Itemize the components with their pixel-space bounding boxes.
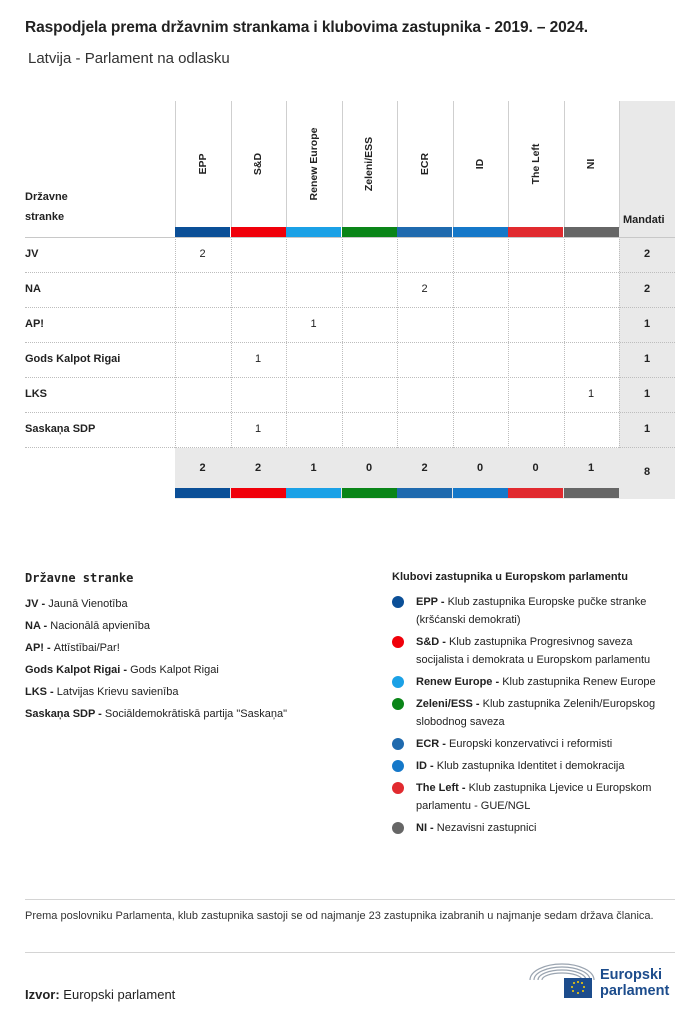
row-header — [25, 187, 68, 227]
group-color-dot-icon — [392, 738, 404, 750]
row-divider — [25, 447, 675, 448]
group-abbr: Zeleni/ESS — [416, 698, 473, 710]
separator: - — [458, 782, 469, 794]
separator: - — [439, 738, 450, 750]
group-abbr: Renew Europe — [416, 676, 493, 688]
party-legend-item — [25, 703, 365, 725]
party-abbr: LKS — [25, 686, 47, 698]
group-legend-item — [392, 735, 682, 753]
party-legend-item — [25, 681, 365, 703]
group-abbr: EPP — [416, 596, 438, 608]
group-legend-item — [392, 673, 682, 691]
row-party-label: Gods Kalpot Rigai — [25, 353, 121, 365]
group-header-label: ID — [474, 158, 486, 170]
row-mandati: 1 — [643, 353, 651, 365]
table-cell: 1 — [587, 388, 595, 400]
separator: - — [38, 598, 49, 610]
group-color-bar — [397, 227, 452, 237]
party-legend — [25, 571, 365, 725]
separator: - — [43, 642, 54, 654]
group-header-epp — [175, 109, 230, 219]
row-party-label: Saskaņa SDP — [25, 423, 96, 435]
separator: - — [120, 664, 131, 676]
group-name: Nezavisni zastupnici — [436, 822, 537, 834]
source-value: Europski parlament — [63, 987, 176, 1002]
group-header-ecr — [397, 109, 452, 219]
group-name: Klub zastupnika Ljevice u Europskom parlamentu - GUE/NGL — [416, 782, 652, 812]
grand-total: 8 — [643, 466, 651, 478]
group-color-dot-icon — [392, 698, 404, 710]
separator: - — [47, 686, 57, 698]
chart-title: Raspodjela prema državnim strankama i klubovima zastupnika - 2019. – 2024. — [25, 19, 588, 36]
chart-subtitle: Latvija - Parlament na odlasku — [28, 50, 230, 67]
row-header-line2: stranke — [25, 211, 65, 223]
row-mandati: 2 — [643, 248, 651, 260]
party-name: Latvijas Krievu savienība — [56, 686, 179, 698]
column-divider — [619, 101, 620, 228]
group-color-dot-icon — [392, 822, 404, 834]
separator: - — [492, 676, 503, 688]
row-divider — [25, 412, 675, 413]
group-color-dot-icon — [392, 636, 404, 648]
group-abbr: The Left — [416, 782, 459, 794]
table-cell: 1 — [254, 353, 262, 365]
separator: - — [472, 698, 483, 710]
group-color-dot-icon — [392, 782, 404, 794]
party-legend-item — [25, 637, 365, 659]
group-color-dot-icon — [392, 596, 404, 608]
party-legend-heading: Državne stranke — [25, 571, 134, 585]
row-divider — [25, 342, 675, 343]
group-abbr: ID — [416, 760, 427, 772]
divider — [25, 952, 675, 953]
row-party-label: AP! — [25, 318, 44, 330]
seat-distribution-table — [25, 101, 675, 499]
group-name: Klub zastupnika Europske pučke stranke (kršćanski demokrati) — [416, 596, 647, 626]
group-legend-item — [392, 779, 682, 815]
group-color-bar — [508, 227, 563, 237]
group-legend-item — [392, 695, 682, 731]
party-name: Nacionālā apvienība — [50, 620, 150, 632]
separator: - — [427, 822, 437, 834]
row-divider — [25, 377, 675, 378]
group-legend — [392, 571, 682, 841]
party-abbr: JV — [25, 598, 39, 610]
group-name: Klub zastupnika Progresivnog saveza socijalista i demokrata u Europskom parlamentu — [416, 636, 651, 666]
row-mandati: 1 — [643, 388, 651, 400]
header-rule — [25, 237, 675, 238]
mandati-column-background — [619, 101, 675, 499]
group-name: Europski konzervativci i reformisti — [449, 738, 613, 750]
row-header-line1: Državne — [25, 191, 68, 203]
table-cell: 2 — [199, 248, 206, 260]
row-divider — [25, 307, 675, 308]
separator: - — [40, 620, 51, 632]
column-total: 2 — [254, 462, 262, 474]
group-legend-item — [392, 757, 682, 775]
group-header-label: Renew Europe — [307, 127, 320, 201]
logo-wordmark — [600, 967, 669, 999]
column-total: 0 — [476, 462, 484, 474]
group-color-bar — [286, 488, 341, 498]
group-abbr: NI — [416, 822, 427, 834]
column-total: 1 — [310, 462, 317, 474]
group-color-bar — [453, 488, 508, 498]
group-color-bar — [286, 227, 341, 237]
group-color-bar — [453, 227, 508, 237]
group-header-renew-europe — [286, 109, 341, 219]
group-color-dot-icon — [392, 760, 404, 772]
row-mandati: 1 — [643, 423, 651, 435]
mandati-header: Mandati — [623, 214, 665, 226]
party-abbr: Saskaņa SDP — [25, 708, 96, 720]
group-color-bar — [564, 227, 619, 237]
separator: - — [95, 708, 105, 720]
group-color-bar — [342, 488, 397, 498]
group-abbr: S&D — [416, 636, 440, 648]
column-total: 0 — [532, 462, 539, 474]
group-color-bar — [564, 488, 619, 498]
party-abbr: AP! — [25, 642, 44, 654]
party-abbr: Gods Kalpot Rigai — [25, 664, 121, 676]
party-legend-item — [25, 615, 365, 637]
group-name: Klub zastupnika Zelenih/Europskog slobodnog saveza — [416, 698, 656, 728]
group-color-bar — [231, 227, 286, 237]
separator: - — [437, 596, 448, 608]
group-legend-item — [392, 819, 682, 837]
group-color-bar — [342, 227, 397, 237]
source-line — [25, 987, 175, 1002]
table-cell: 1 — [310, 318, 317, 330]
separator: - — [427, 760, 437, 772]
column-total: 2 — [421, 462, 428, 474]
group-legend-heading: Klubovi zastupnika u Europskom parlamentu — [392, 571, 628, 583]
group-name: Klub zastupnika Renew Europe — [502, 676, 656, 688]
column-total: 1 — [587, 462, 595, 474]
row-mandati: 1 — [643, 318, 651, 330]
party-name: Attīstībai/Par! — [53, 642, 120, 654]
group-color-bar — [508, 488, 563, 498]
row-party-label: JV — [25, 248, 39, 260]
source-label: Izvor: — [25, 987, 60, 1002]
group-header-label: ECR — [418, 152, 431, 176]
group-name: Klub zastupnika Identitet i demokracija — [436, 760, 625, 772]
row-party-label: NA — [25, 283, 41, 295]
group-header-s-d — [231, 109, 286, 219]
party-legend-item — [25, 593, 365, 615]
divider — [25, 899, 675, 900]
group-header-label: EPP — [196, 153, 209, 175]
footnote: Prema poslovniku Parlamenta, klub zastupnika sastoji se od najmanje 23 zastupnika izabranih u najmanje sedam država članica. — [25, 910, 654, 922]
group-header-label: NI — [585, 158, 597, 170]
row-mandati: 2 — [643, 283, 651, 295]
group-color-bar — [397, 488, 452, 498]
group-header-id — [453, 109, 508, 219]
table-cell: 1 — [254, 423, 262, 435]
column-total: 0 — [365, 462, 373, 474]
group-header-ni — [564, 109, 619, 219]
table-cell: 2 — [421, 283, 428, 295]
logo-line2: parlament — [600, 983, 670, 999]
row-party-label: LKS — [25, 388, 47, 400]
group-legend-item — [392, 593, 682, 629]
group-header-label: Zeleni/ESS — [363, 136, 375, 192]
group-header-the-left — [508, 109, 563, 219]
column-total: 2 — [199, 462, 206, 474]
group-color-bar — [175, 488, 230, 498]
group-color-dot-icon — [392, 676, 404, 688]
party-legend-item — [25, 659, 365, 681]
party-abbr: NA — [25, 620, 41, 632]
group-legend-item — [392, 633, 682, 669]
party-name: Gods Kalpot Rigai — [130, 664, 219, 676]
logo-line1: Europski — [600, 967, 663, 983]
party-name: Sociāldemokrātiskā partija "Saskaņa" — [104, 708, 287, 720]
group-header-zeleni-ess — [342, 109, 397, 219]
group-color-bar — [175, 227, 230, 237]
row-divider — [25, 272, 675, 273]
group-header-label: The Left — [529, 143, 542, 185]
group-color-bar — [231, 488, 286, 498]
group-header-label: S&D — [252, 152, 264, 176]
party-name: Jaunā Vienotība — [48, 598, 128, 610]
separator: - — [439, 636, 450, 648]
group-abbr: ECR — [416, 738, 440, 750]
